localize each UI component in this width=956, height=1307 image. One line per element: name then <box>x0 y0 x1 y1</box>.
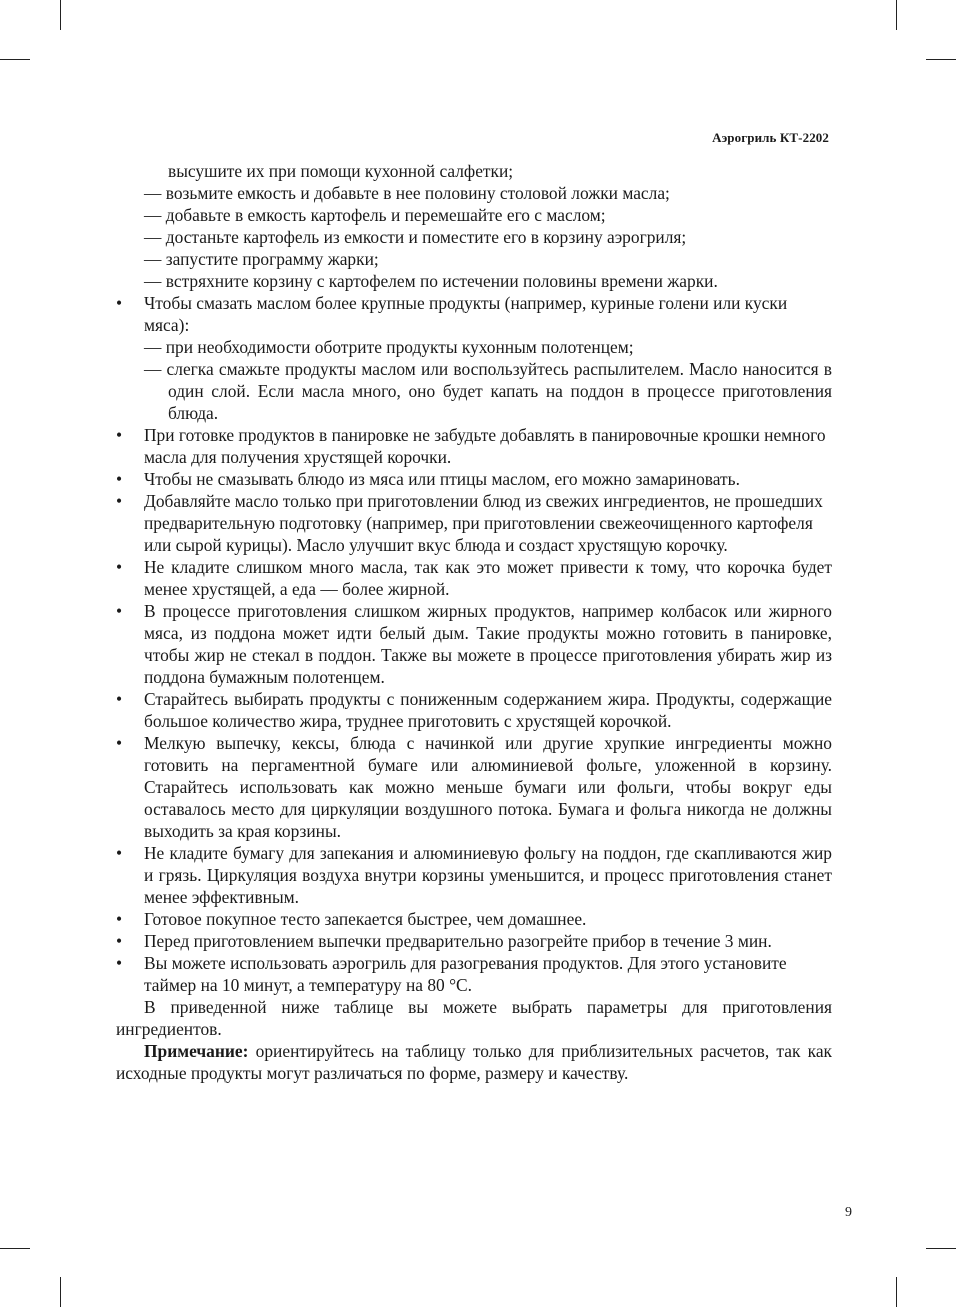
bullet-marker: • <box>116 469 123 489</box>
bullet-text: Старайтесь выбирать продукты с пониженным содержанием жира. Продукты, содержащие большое количество жира, труднее приготовить с хрустящей корочкой. <box>144 689 832 731</box>
dash-item: — слегка смажьте продукты маслом или воспользуйтесь распылителем. Масло наносится в один слой. Если масла много, оно будет капать на поддон в процессе приготовления блюда. <box>144 359 832 423</box>
bullet-text: Готовое покупное тесто запекается быстрее, чем домашнее. <box>144 909 587 929</box>
note-paragraph <box>116 1040 832 1084</box>
running-header: Аэрогриль КТ-2202 <box>712 130 829 145</box>
bullet-item <box>116 600 832 688</box>
bullet-marker: • <box>116 689 123 709</box>
bullet-marker: • <box>116 909 123 929</box>
bullet-item <box>116 930 832 952</box>
crop-mark <box>896 1277 897 1307</box>
crop-mark <box>60 1277 61 1307</box>
bullet-item <box>116 490 832 556</box>
note-text: ориентируйтесь на таблицу только для приблизительных расчетов, так как исходные продукты могут различаться по форме, размеру и качеству. <box>116 1041 832 1083</box>
crop-mark <box>60 0 61 30</box>
dash-item: — достаньте картофель из емкости и поместите его в корзину аэрогриля; <box>144 227 687 247</box>
page-body <box>116 160 832 1084</box>
bullet-item <box>116 292 832 336</box>
bullet-marker: • <box>116 425 123 445</box>
dash-item: — добавьте в емкость картофель и перемешайте его с маслом; <box>144 205 606 225</box>
crop-mark <box>926 1248 956 1249</box>
bullet-text: Мелкую выпечку, кексы, блюда с начинкой или другие хрупкие ингредиенты можно готовить на пергаментной бумаге или алюминиевой фольге, уложенной в корзину. Старайтесь использовать как можно меньше бумаги или фольги, чтобы вокруг еды оставалось место для циркуляции воздушного потока. Бумага и фольга никогда не должны выходить за края корзины. <box>144 733 832 841</box>
page-number: 9 <box>845 1205 852 1220</box>
bullet-item <box>116 842 832 908</box>
bullet-marker: • <box>116 491 123 511</box>
note-label: Примечание: <box>144 1041 249 1061</box>
dash-item: — при необходимости оботрите продукты кухонным полотенцем; <box>144 337 634 357</box>
bullet-text: Не кладите слишком много масла, так как это может привести к тому, что корочка будет менее хрустящей, а еда — более жирной. <box>144 557 832 599</box>
bullet-item <box>116 556 832 600</box>
bullet-marker: • <box>116 293 123 313</box>
bullet-text: Добавляйте масло только при приготовлении блюд из свежих ингредиентов, не прошедших предварительную подготовку (например, при приготовлении свежеочищенного картофеля или сырой курицы). Масло улучшит вкус блюда и создаст хрустящую корочку. <box>144 491 823 555</box>
bullet-marker: • <box>116 733 123 753</box>
dash-item: — возьмите емкость и добавьте в нее половину столовой ложки масла; <box>144 183 670 203</box>
bullet-item <box>116 468 832 490</box>
bullet-marker: • <box>116 931 123 951</box>
table-intro-paragraph: В приведенной ниже таблице вы можете выбрать параметры для приготовления ингредиентов. <box>116 997 832 1039</box>
bullet-text: Перед приготовлением выпечки предварительно разогрейте прибор в течение 3 мин. <box>144 931 772 951</box>
bullet-marker: • <box>116 601 123 621</box>
dash-item: — встряхните корзину с картофелем по истечении половины времени жарки. <box>144 271 718 291</box>
bullet-item <box>116 732 832 842</box>
crop-mark <box>0 59 30 60</box>
crop-mark <box>926 59 956 60</box>
bullet-item <box>116 908 832 930</box>
bullet-text: Чтобы смазать маслом более крупные продукты (например, куриные голени или куски мяса): <box>144 293 788 335</box>
bullet-text: При готовке продуктов в панировке не забудьте добавлять в панировочные крошки немного масла для получения хрустящей корочки. <box>144 425 826 467</box>
bullet-item <box>116 424 832 468</box>
bullet-marker: • <box>116 953 123 973</box>
bullet-item <box>116 688 832 732</box>
bullet-marker: • <box>116 557 123 577</box>
crop-mark <box>0 1248 30 1249</box>
dash-item: — запустите программу жарки; <box>144 249 379 269</box>
continuation-line: высушите их при помощи кухонной салфетки; <box>168 161 514 181</box>
bullet-item <box>116 952 832 996</box>
bullet-text: Вы можете использовать аэрогриль для разогревания продуктов. Для этого установите таймер на 10 минут, а температуру на 80 °C. <box>144 953 787 995</box>
crop-mark <box>896 0 897 30</box>
bullet-text: Не кладите бумагу для запекания и алюминиевую фольгу на поддон, где скапливаются жир и грязь. Циркуляция воздуха внутри корзины уменьшится, и процесс приготовления станет менее эффективным. <box>144 843 832 907</box>
bullet-text: Чтобы не смазывать блюдо из мяса или птицы маслом, его можно замариновать. <box>144 469 740 489</box>
bullet-text: В процессе приготовления слишком жирных продуктов, например колбасок или жирного мяса, из поддона может идти белый дым. Такие продукты можно готовить в панировке, чтобы жир не стекал в поддон. Также вы можете в процессе приготовления убирать жир из поддона бумажным полотенцем. <box>144 601 832 687</box>
bullet-marker: • <box>116 843 123 863</box>
